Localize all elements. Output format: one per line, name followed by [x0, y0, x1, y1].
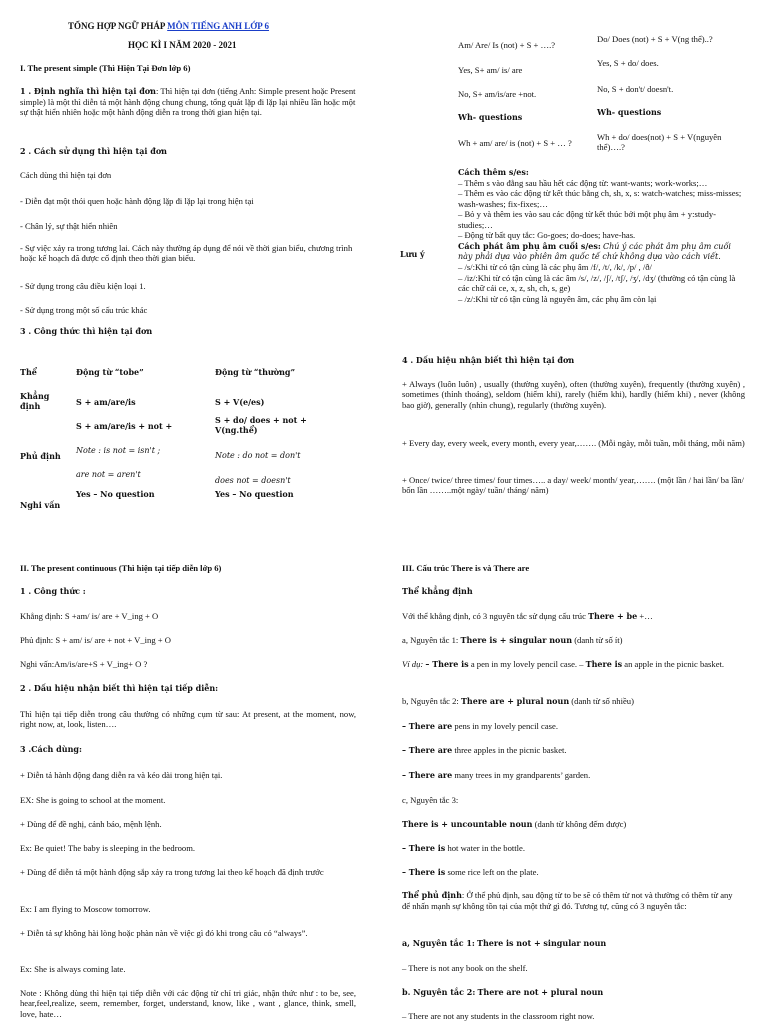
continuous-usage-4-example: Ex: She is always coming late. [20, 964, 126, 974]
answer-no-do: No, S + don't/ doesn't. [597, 84, 674, 94]
answer-no-tobe: No, S+ am/is/are +not. [458, 89, 537, 99]
negative-rule-1 [402, 938, 606, 949]
continuous-usage-1-example: EX: She is going to school at the moment. [20, 795, 166, 805]
spelling-rules-block [458, 168, 743, 304]
continuous-usage-2: + Dùng để đề nghị, cảnh báo, mệnh lệnh. [20, 819, 162, 829]
rule-3-example-2-keyword: – There is [402, 867, 446, 877]
continuous-signs-text: Thì hiện tại tiếp diễn trong câu thường có những cụm từ sau: At present, at the moment, now, right now, at, look, listen…. [20, 709, 356, 730]
signs-item-3: + Once/ twice/ three times/ four times….. a day/ week/ month/ year,……. (một lần / hai lần/ ba lần/ bốn lần ……..một ngày/ tuần/ tháng/ năm) [402, 475, 744, 496]
rule-2-example-2-keyword: – There are [402, 745, 453, 755]
wh-questions-left-heading: Wh- questions [458, 112, 523, 122]
negative-rule-2-structure: There are not + plural noun [477, 987, 604, 997]
continuous-formula-heading: 1 . Công thức : [20, 586, 86, 596]
usage-item-2: - Chân lý, sự thật hiển nhiên [20, 221, 118, 231]
affirmative-intro-end: +… [639, 611, 653, 621]
continuous-signs-heading: 2 . Dấu hiệu nhận biết thì hiện tại tiếp diễn: [20, 683, 219, 693]
section-1-heading: I. The present simple (Thì Hiện Tại Đơn lớp 6) [20, 63, 191, 73]
rule-1 [402, 635, 623, 646]
section-3-heading: III. Cấu trúc There is và There are [402, 563, 530, 573]
continuous-usage-4: + Diễn tả sự không hài lòng hoặc phàn nàn về việc gì đó khi trong câu có “always”. [20, 928, 308, 938]
document-title [68, 21, 269, 32]
table-header-thuong: Động từ “thường” [215, 367, 296, 377]
document-subtitle: HỌC KÌ I NĂM 2020 - 2021 [128, 40, 237, 50]
section-2-heading: II. The present continuous (Thì hiện tại tiếp diễn lớp 6) [20, 563, 222, 573]
rule-3-label: c, Nguyên tắc 3: [402, 795, 459, 805]
rule-3-example-1-text: hot water in the bottle. [447, 843, 525, 853]
wh-question-tobe: Wh + am/ are/ is (not) + S + … ? [458, 138, 572, 148]
signs-item-2: + Every day, every week, every month, every year,……. (Mỗi ngày, mỗi tuần, mỗi tháng, mỗi năm) [402, 438, 745, 448]
rule-1-example [402, 659, 742, 670]
rule-2 [402, 696, 634, 707]
question-do: Do/ Does (not) + S + V(ng thể)..? [597, 34, 713, 44]
pronunciation-rule-1: – /s/:Khi từ có tận cùng là các phụ âm /f/, /t/, /k/, /p/ , /ð/ [458, 262, 652, 273]
table-r2-tobe: S + am/are/is + not + [76, 421, 173, 431]
signs-item-1: + Always (luôn luôn) , usually (thường xuyên), often (thường xuyên), frequently (thường xuyên) , sometimes (thỉnh thoảng), seldom (hiếm khi), rarely (hiếm khi), hardly (hiếm khi) , never (không bao giờ), generally (nhìn chung), regularly (thường xuyên). [402, 379, 745, 410]
affirmative-intro-text: Với thể khẳng định, có 3 nguyên tắc sử dụng cấu trúc [402, 611, 586, 621]
table-r2-thuong: S + do/ does + not + V(ng.thể) [215, 415, 307, 435]
table-r3-thuong-note2: does not = doesn't [215, 476, 291, 485]
usage-heading: 2 . Cách sử dụng thì hiện tại đơn [20, 146, 167, 156]
rule-1-label: a, Nguyên tắc 1: [402, 635, 459, 645]
negative-text: : Ở thể phủ định, sau động từ to be sẽ có thêm từ not và thường có thêm từ any để nhấn mạnh sự không tồn tại của một thứ gì đó. Tương tự, cũng có 3 nguyên tắc: [402, 890, 733, 911]
usage-item-4: - Sử dụng trong câu điều kiện loại 1. [20, 281, 146, 291]
rule-1-structure: There is + singular noun [460, 635, 573, 645]
negative-rule-2-example: – There are not any students in the classroom right now. [402, 1011, 595, 1021]
signs-heading: 4 . Dấu hiệu nhận biết thì hiện tại đơn [402, 355, 575, 365]
table-r3-tobe-note2: are not = aren't [76, 470, 141, 479]
add-s-rule-1: – Thêm s vào đằng sau hầu hết các động từ: want-wants; work-works;… [458, 177, 708, 188]
rule-2-example-3-keyword: – There are [402, 770, 453, 780]
continuous-usage-3: + Dùng để diễn tả một hành động sắp xảy ra trong tương lai theo kế hoạch đã định trước [20, 867, 324, 877]
rule-1-example-a: a pen in my lovely pencil case. – [470, 659, 584, 669]
rule-2-example-3 [402, 770, 590, 781]
table-row-label-khang-dinh: Khẳng định [20, 391, 50, 411]
pronunciation-rule-2: – /iz/:Khi từ có tận cùng là các âm /s/, /z/, /ʃ/, /tʃ/, /ʒ/, /dʒ/ (thường có tận cùng là các chữ cái ce, x, z, sh, ch, s, ge) [458, 272, 736, 294]
negative-rule-2-label: b. Nguyên tắc 2: [402, 987, 476, 997]
add-s-rule-4: – Động từ bất quy tắc: Go-goes; do-does; have-has. [458, 230, 636, 241]
negative-rule-1-example: – There is not any book on the shelf. [402, 963, 528, 973]
rule-3-example-2-text: some rice left on the plate. [447, 867, 539, 877]
rule-1-example-b-keyword: There is [585, 659, 623, 669]
affirmative-intro-structure: There + be [588, 611, 638, 621]
question-tobe: Am/ Are/ Is (not) + S + ….? [458, 40, 556, 50]
usage-item-1: - Diễn đạt một thói quen hoặc hành động lặp đi lặp lại trong hiện tại [20, 196, 254, 206]
definition-text: : Thì hiện tại đơn (tiếng Anh: Simple present hoặc Present simple) là một thì diễn tả một hành động chung chung, tổng quát lặp đi lặp lại nhiều lần hoặc một sự thật hiển nhiên hoặc một hành động diễn ra trong thời gian hiện tại. [20, 86, 356, 118]
definition-paragraph [20, 86, 358, 118]
table-header-the: Thể [20, 367, 37, 377]
rule-2-example-2-text: three apples in the picnic basket. [454, 745, 567, 755]
continuous-usage-3-example: Ex: I am flying to Moscow tomorrow. [20, 904, 151, 914]
rule-2-note: (danh từ số nhiều) [571, 696, 634, 706]
continuous-formula-affirmative: Khẳng định: S +am/ is/ are + V_ing + O [20, 611, 159, 621]
rule-2-example-1-text: pens in my lovely pencil case. [454, 721, 558, 731]
rule-2-example-1-keyword: – There are [402, 721, 453, 731]
formula-heading: 3 . Công thức thì hiện tại đơn [20, 326, 153, 336]
table-r3-thuong-note1: Note : do not = don't [215, 451, 301, 460]
rule-3 [402, 819, 626, 830]
table-row-label-phu-dinh: Phủ định [20, 451, 61, 461]
affirmative-heading: Thể khẳng định [402, 586, 473, 596]
continuous-usage-heading: 3 .Cách dùng: [20, 744, 82, 754]
rule-3-example-1-keyword: – There is [402, 843, 446, 853]
answer-yes-tobe: Yes, S+ am/ is/ are [458, 65, 523, 75]
rule-3-example-2 [402, 867, 539, 878]
negative-paragraph [402, 890, 742, 911]
rule-2-example-3-text: many trees in my grandparents’ garden. [454, 770, 591, 780]
title-prefix: TỔNG HỢP NGỮ PHÁP [68, 21, 165, 31]
answer-yes-do: Yes, S + do/ does. [597, 58, 659, 68]
usage-item-5: - Sử dụng trong một số cấu trúc khác [20, 305, 148, 315]
pronunciation-rule-3: – /z/:Khi từ có tận cùng là nguyên âm, các phụ âm còn lại [458, 293, 657, 304]
table-r3-tobe-note1: Note : is not = isn't ; [76, 446, 161, 455]
pronunciation-line [458, 241, 743, 263]
rule-1-note: (danh từ số ít) [574, 635, 623, 645]
table-r4-thuong: Yes – No question [215, 489, 294, 499]
negative-rule-1-structure: There is not + singular noun [477, 938, 607, 948]
usage-item-3: - Sự việc xảy ra trong tương lai. Cách này thường áp dụng để nói về thời gian biểu, chương trình hoặc kế hoạch đã được cố định theo thời gian biểu. [20, 243, 353, 264]
rule-3-structure: There is + uncountable noun [402, 819, 533, 829]
table-r1-tobe: S + am/are/is [76, 397, 136, 407]
continuous-formula-negative: Phủ định: S + am/ is/ are + not + V_ing + O [20, 635, 171, 645]
rule-2-label: b, Nguyên tắc 2: [402, 696, 459, 706]
title-link[interactable]: MÔN TIẾNG ANH LỚP 6 [167, 21, 270, 31]
continuous-usage-1: + Diễn tả hành động đang diễn ra và kéo dài trong hiện tại. [20, 770, 223, 780]
rule-1-example-a-keyword: – There is [425, 659, 469, 669]
table-row-label-nghi-van: Nghi vấn [20, 500, 61, 510]
pronunciation-note: Chú ý các phát âm phụ âm cuối này phải dựa vào phiên âm quốc tế chứ không dựa vào cách viết. [458, 241, 731, 262]
continuous-usage-2-example: Ex: Be quiet! The baby is sleeping in the bedroom. [20, 843, 196, 853]
continuous-note: Note : Không dùng thì hiện tại tiếp diễn với các động từ chỉ tri giác, nhận thức như : to be, see, hear,feel,realize, seem, remember, forget, understand, know, like , want , glance, think, smell, love, hate… [20, 988, 356, 1019]
rule-2-example-2 [402, 745, 567, 756]
add-s-rule-3: – Bỏ y và thêm ies vào sau các động từ kết thúc bởi một phụ âm + y:study-studies;… [458, 209, 716, 230]
add-s-rule-2: – Thêm es vào các động từ kết thúc bằng ch, sh, x, s: watch-watches; miss-misses; wash-washes; fix-fixes;… [458, 188, 742, 209]
continuous-formula-question: Nghi vấn:Am/is/are+S + V_ing+ O ? [20, 659, 148, 669]
table-r4-tobe: Yes – No question [76, 489, 155, 499]
negative-rule-2 [402, 987, 603, 998]
definition-heading: 1 . Định nghĩa thì hiện tại đơn [20, 86, 156, 96]
example-label: Ví dụ: [402, 659, 424, 669]
rule-3-note: (danh từ không đếm được) [534, 819, 627, 829]
affirmative-intro [402, 611, 653, 622]
negative-heading: Thể phủ định [402, 890, 462, 900]
rule-2-example-1 [402, 721, 558, 732]
table-r1-thuong: S + V(e/es) [215, 397, 265, 407]
rule-2-structure: There are + plural noun [460, 696, 570, 706]
rule-1-example-b: an apple in the picnic basket. [624, 659, 725, 669]
add-s-heading: Cách thêm s/es: [458, 167, 529, 177]
wh-questions-right-heading: Wh- questions [597, 107, 662, 117]
pronunciation-heading: Cách phát âm phụ âm cuối s/es: [458, 240, 601, 251]
rule-3-example-1 [402, 843, 525, 854]
table-header-tobe: Động từ “tobe” [76, 367, 144, 377]
usage-intro: Cách dùng thì hiện tại đơn [20, 170, 112, 180]
negative-rule-1-label: a, Nguyên tắc 1: [402, 938, 475, 948]
wh-question-do: Wh + do/ does(not) + S + V(nguyên thể)….? [597, 132, 722, 153]
luu-y-label: Lưu ý [400, 249, 425, 259]
